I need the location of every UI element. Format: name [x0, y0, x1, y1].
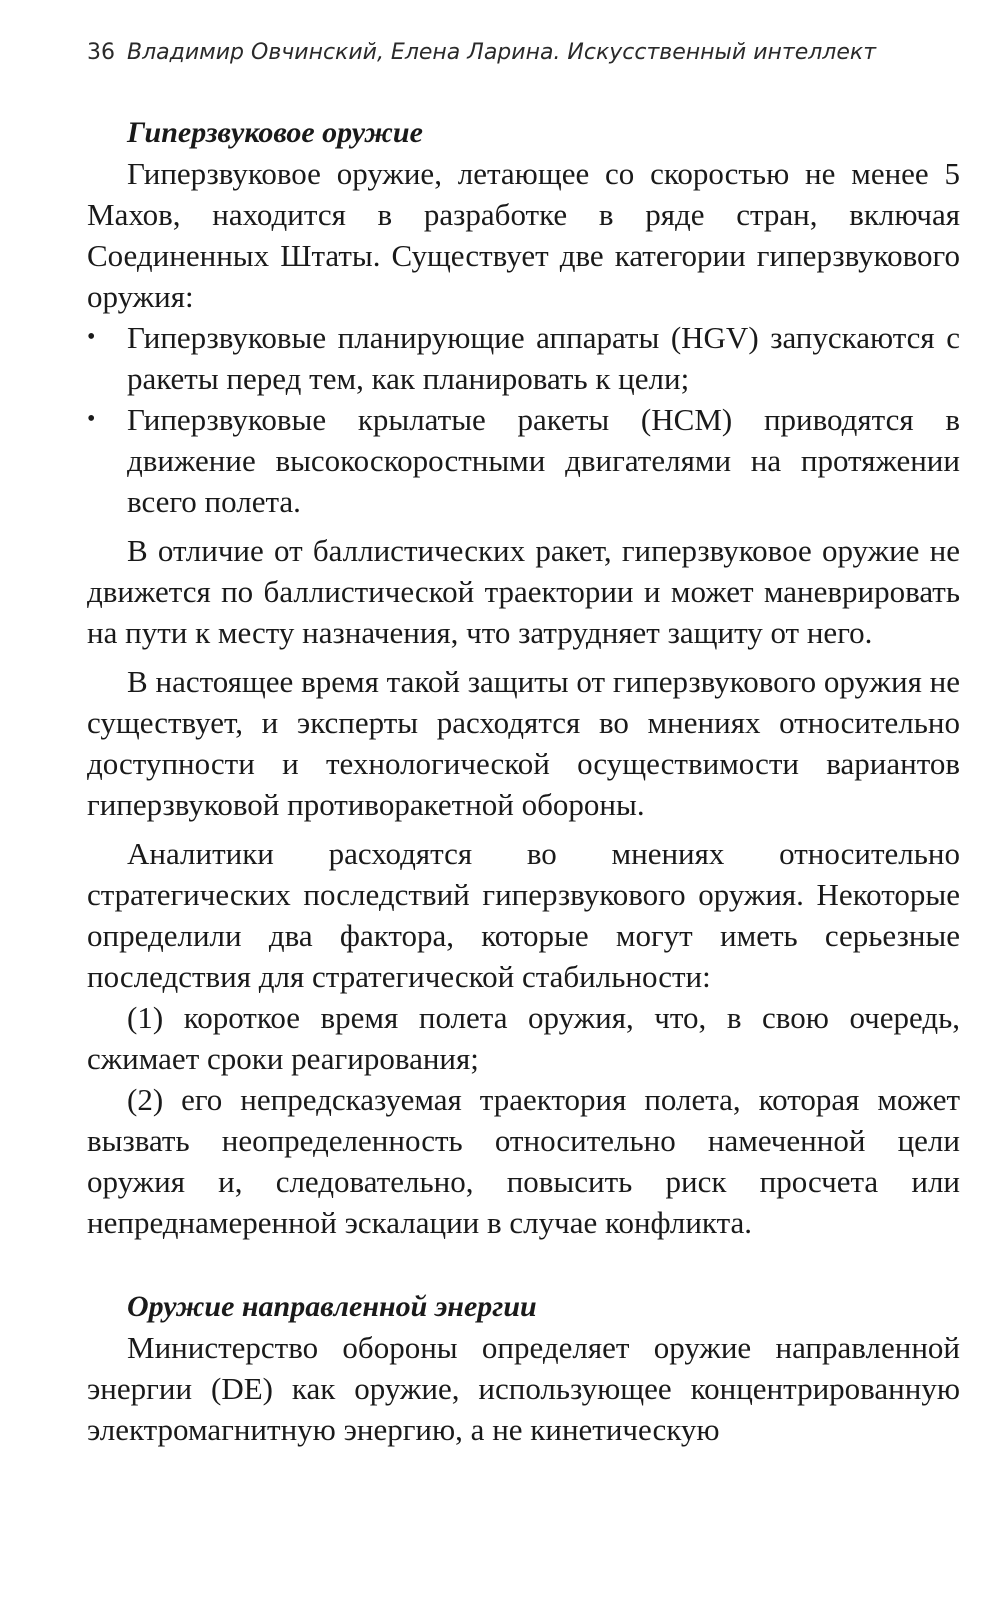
page-body [87, 112, 960, 1450]
paragraph-hypersonic-intro: Гиперзвуковое оружие, летающее со скоростью не менее 5 Махов, находится в разработке в ряде стран, включая Соединенных Штаты. Существует две категории гиперзвукового оружия: [87, 156, 960, 314]
bullet-item-hgv [87, 317, 960, 399]
bullet-text-hgv: Гиперзвуковые планирующие аппараты (HGV) запускаются с ракеты перед тем, как планировать к цели; [127, 320, 960, 396]
paragraph-ballistic-comparison: В отличие от баллистических ракет, гиперзвуковое оружие не движется по баллистической траектории и может маневрировать на пути к месту назначения, что затрудняет защиту от него. [87, 533, 960, 650]
running-header [87, 40, 876, 65]
bullet-text-hcm: Гиперзвуковые крылатые ракеты (HCM) приводятся в движение высокоскоростными двигателями на протяжении всего полета. [127, 402, 960, 519]
paragraph-no-defense: В настоящее время такой защиты от гиперзвукового оружия не существует, и эксперты расходятся во мнениях относительно доступности и технологической осуществимости вариантов гиперзвуковой противоракетной обороны. [87, 664, 960, 822]
bullet-list-hypersonic-categories [87, 317, 960, 522]
paragraph-factor-1: (1) короткое время полета оружия, что, в свою очередь, сжимает сроки реагирования; [87, 1000, 960, 1076]
bullet-marker: • [87, 406, 96, 432]
section-heading-hypersonic: Гиперзвуковое оружие [127, 116, 423, 149]
paragraph-directed-energy-definition: Министерство обороны определяет оружие направленной энергии (DE) как оружие, использующее концентрированную электромагнитную энергию, а не кинетическую [87, 1330, 960, 1447]
paragraph-factor-2: (2) его непредсказуемая траектория полета, которая может вызвать неопределенность относительно намеченной цели оружия и, следовательно, повысить риск просчета или непреднамеренной эскалации в случае конфликта. [87, 1082, 960, 1240]
section-heading-directed-energy: Оружие направленной энергии [127, 1290, 537, 1323]
page-number: 36 [87, 40, 115, 65]
running-header-title: Владимир Овчинский, Елена Ларина. Искусственный интеллект [127, 40, 877, 65]
bullet-marker: • [87, 324, 96, 350]
bullet-item-hcm [87, 399, 960, 522]
paragraph-strategic-implications: Аналитики расходятся во мнениях относительно стратегических последствий гиперзвукового оружия. Некоторые определили два фактора, которые могут иметь серьезные последствия для стратегической стабильности: [87, 836, 960, 994]
